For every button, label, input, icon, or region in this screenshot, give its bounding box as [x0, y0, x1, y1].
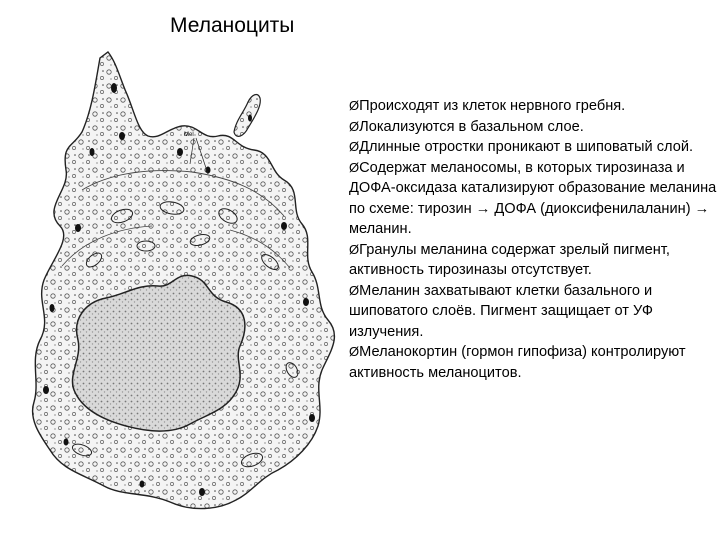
- bullet-item: [349, 117, 717, 138]
- bullet-item: [349, 137, 717, 158]
- bullet-marker: Ø: [349, 118, 360, 134]
- melanocyte-drawing: [22, 40, 347, 540]
- dendrite-fragment: [234, 95, 260, 137]
- bullet-text: Гранулы меланина содержат зрелый пигмент, активность тирозиназы отсутствует.: [349, 241, 670, 278]
- bullet-text: Длинные отростки проникают в шиповатый слой.: [359, 139, 694, 155]
- figure-label: Mel: [184, 132, 194, 138]
- bullet-list: [349, 96, 717, 383]
- bullet-text: Меланокортин (гормон гипофиза) контролируют активность меланоцитов.: [349, 344, 686, 381]
- slide-title: Меланоциты: [170, 14, 295, 37]
- bullet-item: [349, 281, 717, 343]
- bullet-text: Содержат меланосомы, в которых тирозиназа и ДОФА-оксидаза катализируют образование меланина по схеме: тирозин → ДОФА (диоксифенилаланин) → меланин.: [349, 159, 717, 237]
- bullet-item: [349, 96, 717, 117]
- bullet-text: Меланин захватывают клетки базального и шиповатого слоёв. Пигмент защищает от УФ излучения.: [349, 282, 653, 340]
- bullet-text: Происходят из клеток нервного гребня.: [359, 98, 626, 114]
- bullet-marker: Ø: [349, 98, 360, 113]
- bullet-marker: Ø: [349, 282, 360, 298]
- bullet-item: [349, 240, 717, 281]
- melanocyte-illustration: [22, 40, 347, 540]
- bullet-item: [349, 342, 717, 383]
- bullet-item: [349, 158, 717, 240]
- bullet-marker: Ø: [349, 159, 360, 175]
- bullet-marker: Ø: [349, 344, 360, 359]
- bullet-text: Локализуются в базальном слое.: [359, 118, 584, 135]
- bullet-marker: Ø: [349, 241, 360, 257]
- bullet-marker: Ø: [349, 139, 360, 154]
